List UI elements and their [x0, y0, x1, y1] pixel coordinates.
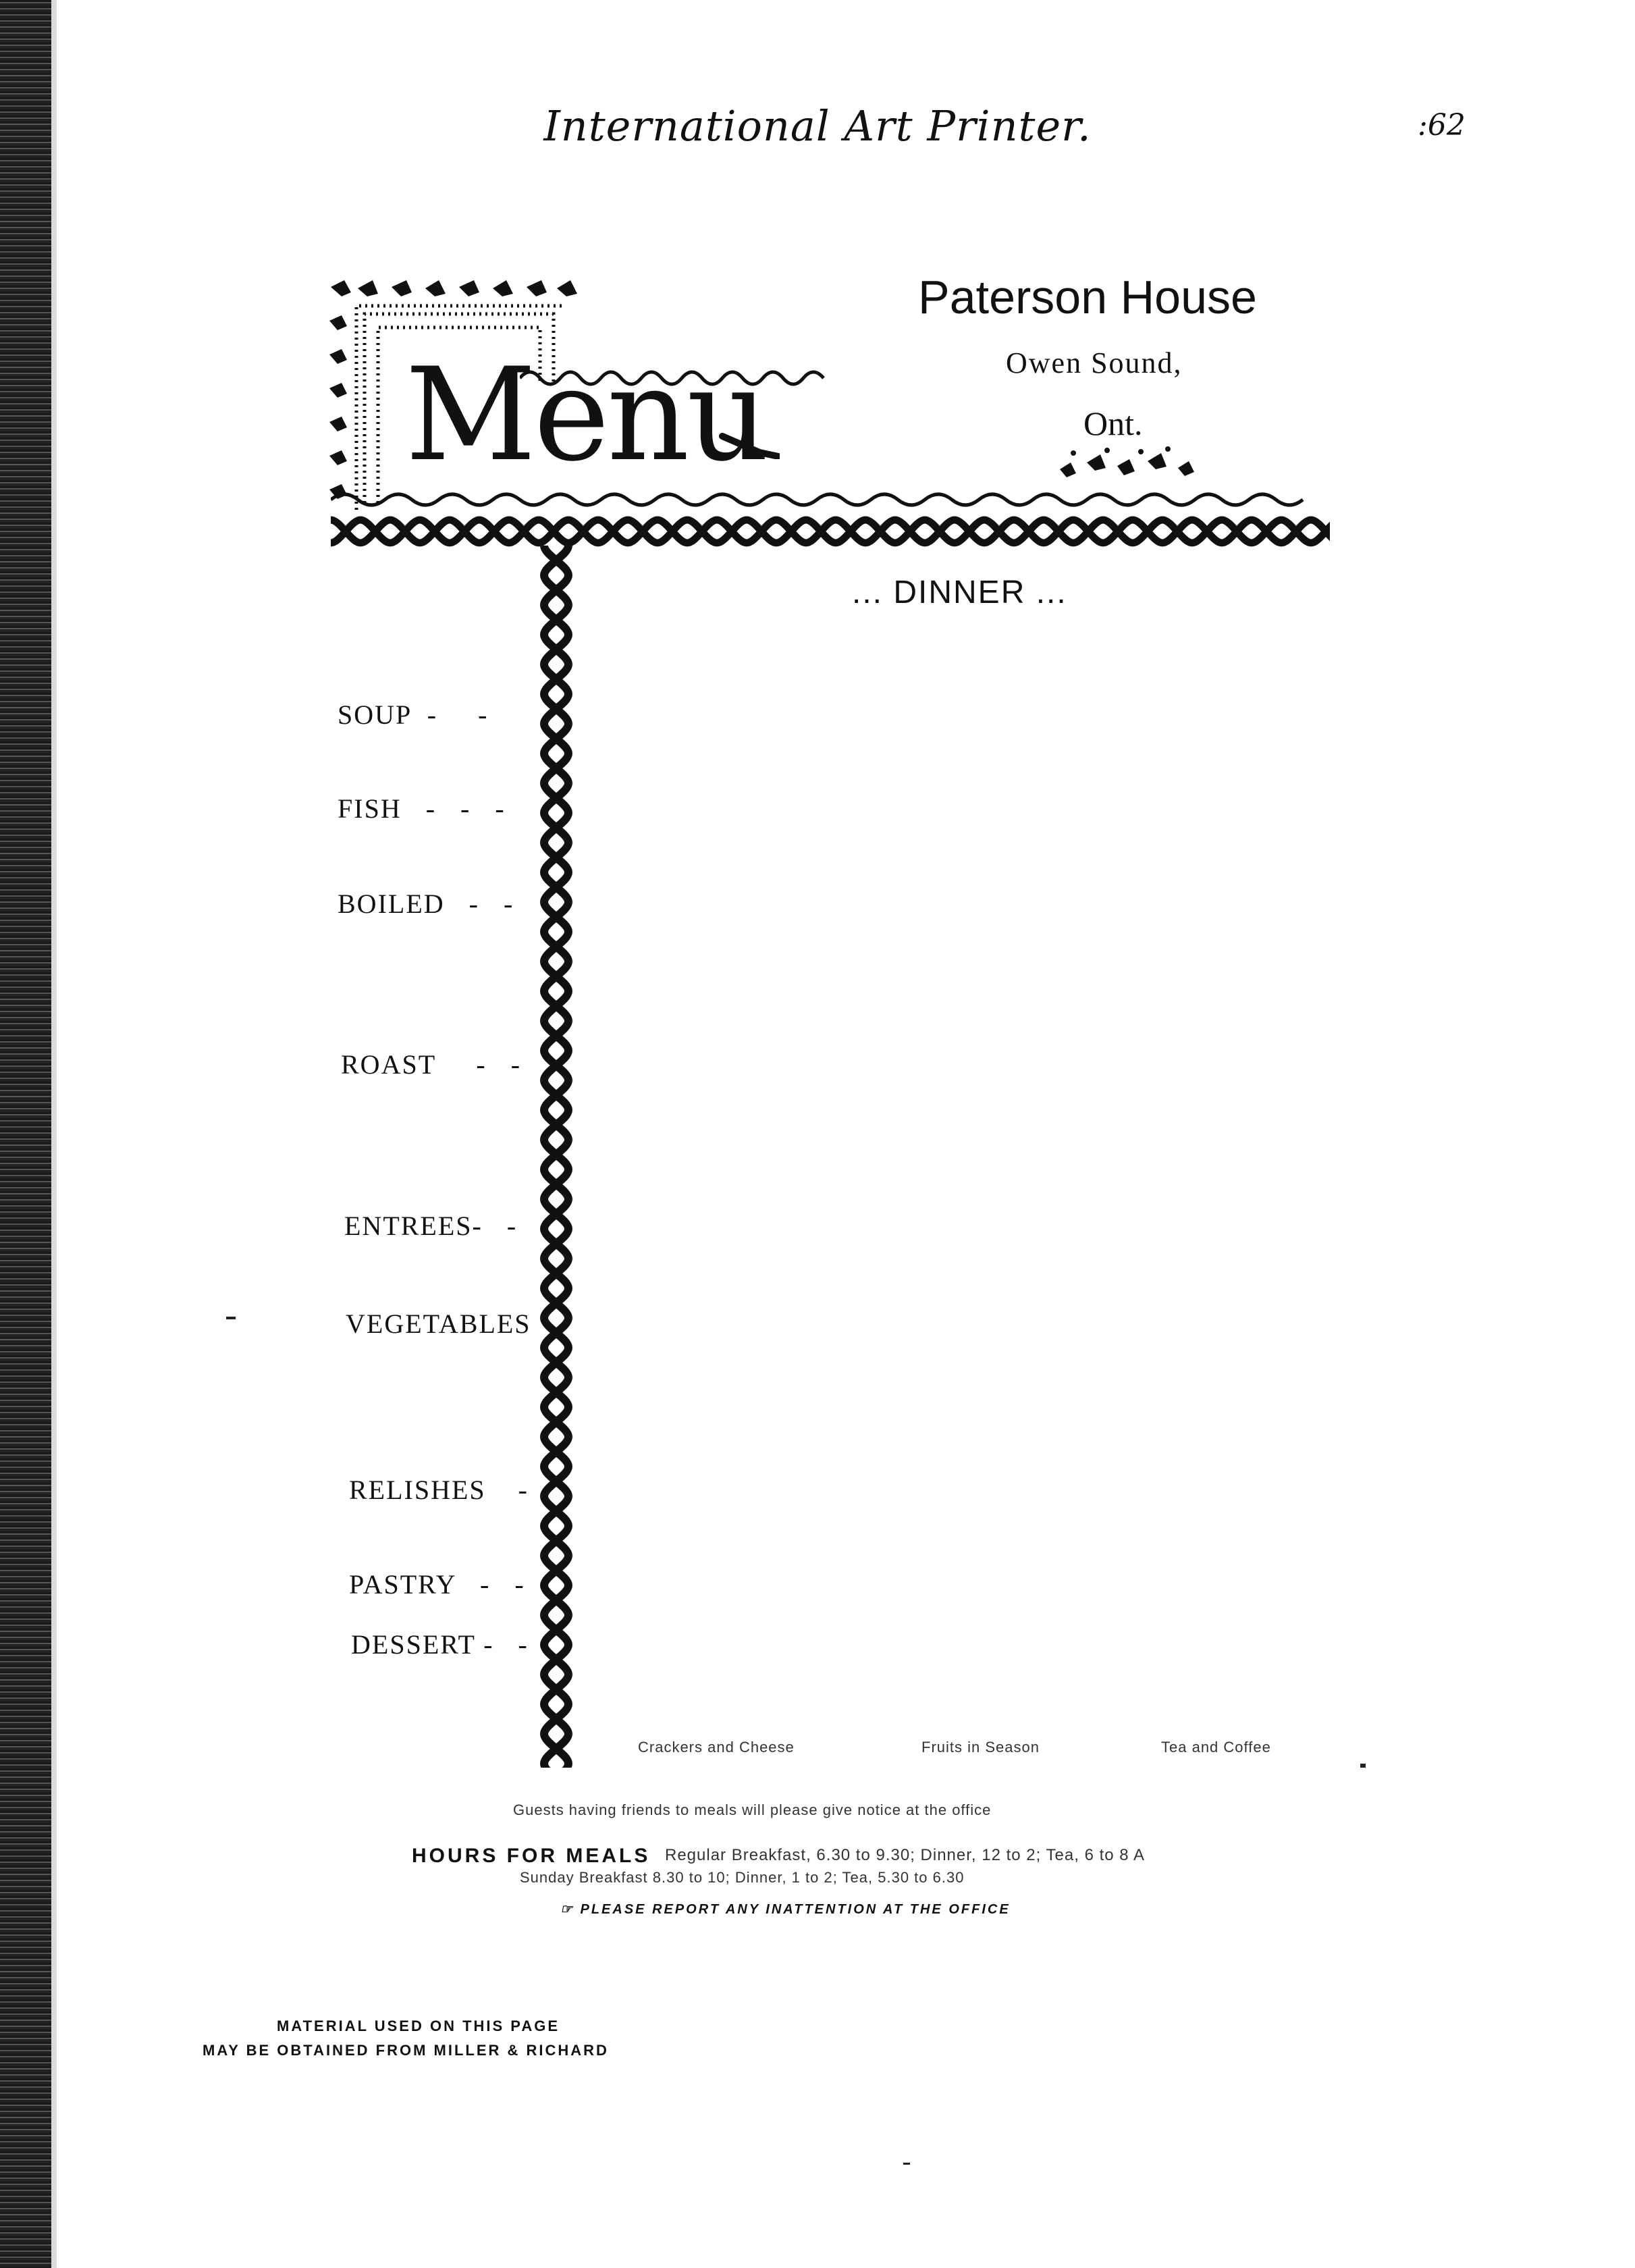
- scan-speck: [226, 1317, 236, 1319]
- chain-border-horizontal-icon: [331, 515, 1330, 548]
- side-item-crackers: Crackers and Cheese: [638, 1739, 795, 1756]
- course-dessert: DESSERT - -: [351, 1629, 529, 1660]
- course-entrees: ENTREES- -: [344, 1211, 518, 1241]
- course-roast: ROAST - -: [341, 1049, 522, 1080]
- guests-note: Guests having friends to meals will please give notice at the office: [513, 1801, 992, 1818]
- course-vegetables: VEGETABLES: [346, 1309, 531, 1339]
- course-relishes: RELISHES -: [349, 1475, 529, 1505]
- course-pastry: PASTRY - -: [349, 1569, 525, 1600]
- hours-label: HOURS FOR MEALS: [412, 1845, 651, 1867]
- side-item-tea: Tea and Coffee: [1161, 1739, 1271, 1756]
- hours-sunday: Sunday Breakfast 8.30 to 10; Dinner, 1 to 2; Tea, 5.30 to 6.30: [520, 1869, 965, 1886]
- course-fish: FISH - - -: [338, 793, 506, 824]
- menu-title: Menu: [405, 340, 767, 490]
- flourish-icon: [719, 432, 780, 459]
- house-province: Ont.: [1083, 404, 1143, 442]
- page-binding-edge: [0, 0, 51, 2268]
- binding-shadow: [51, 0, 57, 2268]
- scan-speck: [1360, 1764, 1366, 1768]
- running-head: International Art Printer.: [543, 101, 1092, 151]
- page-number: :62: [1418, 108, 1466, 142]
- side-item-fruits: Fruits in Season: [921, 1739, 1040, 1756]
- chain-border-vertical-icon: [537, 546, 575, 1768]
- house-town: Owen Sound,: [1006, 346, 1183, 379]
- ornament-cluster-icon: [1053, 442, 1202, 490]
- course-boiled: BOILED - -: [338, 889, 514, 919]
- attention-note: ☞ PLEASE REPORT ANY INATTENTION AT THE OFFICE: [560, 1902, 1011, 1917]
- credit-line-1: MATERIAL USED ON THIS PAGE: [277, 2018, 560, 2034]
- meal-heading: ... DINNER ...: [852, 575, 1067, 610]
- credit-line-2: MAY BE OBTAINED FROM MILLER & RICHARD: [203, 2042, 609, 2059]
- scan-speck: [903, 2163, 910, 2165]
- house-name: Paterson House: [918, 271, 1257, 323]
- hours-weekday: Regular Breakfast, 6.30 to 9.30; Dinner, 12 to 2; Tea, 6 to 8 A: [665, 1846, 1145, 1864]
- course-soup: SOUP - -: [338, 700, 489, 730]
